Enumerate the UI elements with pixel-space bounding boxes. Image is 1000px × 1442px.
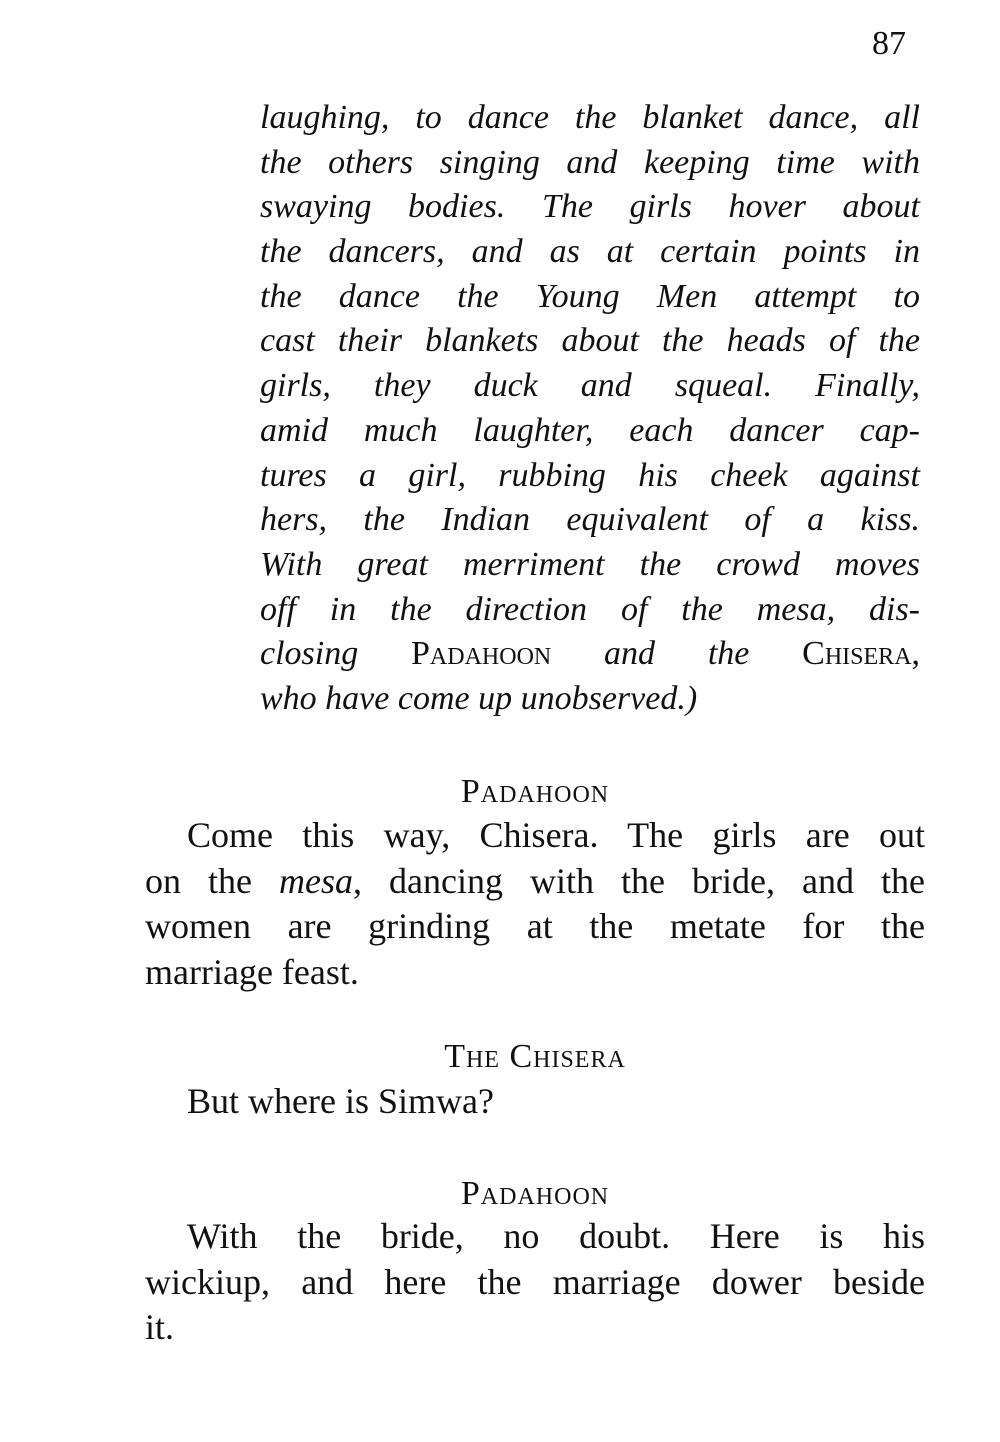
italic-word: mesa [279,860,354,901]
speech-line: it. [145,1307,175,1347]
stage-direction-line: the dance the Young Men attempt to [260,277,920,315]
stage-direction-line: who have come up unobserved.) [260,679,698,717]
page-number: 87 [872,25,906,62]
speech-line: With the bride, no doubt. Here is his [187,1216,925,1256]
character-name-chisera: Chisera [802,635,912,673]
speech-block [145,813,925,995]
speaker-name: Padahoon [460,773,610,810]
stage-direction-line: off in the direction of the mesa, dis- [260,590,920,628]
stage-direction-line: the others singing and keeping time with [260,143,920,181]
speech-line: women are grinding at the metate for the [145,906,925,946]
stage-direction-line: With great merriment the crowd moves [260,545,920,583]
stage-direction-line: swaying bodies. The girls hover about [260,188,920,226]
character-name-padahoon: Padahoon [411,635,552,673]
stage-direction-line: hers, the Indian equivalent of a kiss. [260,501,920,539]
stage-direction-text: and the [604,635,750,673]
speech-text: , dancing with the bride, and the [353,860,926,901]
speech-line: wickiup, and here the marriage dower beside [145,1261,925,1302]
speech-line: marriage feast. [145,951,359,992]
stage-direction-line-names [260,632,920,677]
speech-line: Come this way, Chisera. The girls are out [187,815,925,855]
speech-text: on the [145,860,252,901]
speech-line: But where is Simwa? [187,1081,494,1121]
speech-block [145,1214,925,1351]
speaker-name: The Chisera [444,1038,626,1075]
speech-block [145,1079,925,1125]
punctuation: , [911,635,921,673]
stage-direction-line: girls, they duck and squeal. Finally, [260,367,920,405]
stage-direction-line: amid much laughter, each dancer cap- [260,411,920,449]
speech-line [145,859,925,905]
speaker-name: Padahoon [460,1175,610,1212]
stage-direction-text: closing [260,635,359,673]
stage-direction-line: cast their blankets about the heads of the [260,322,920,360]
stage-direction-line: laughing, to dance the blanket dance, all [260,99,920,136]
stage-direction-line: tures a girl, rubbing his cheek against [260,456,920,494]
stage-direction-line: the dancers, and as at certain points in [260,233,920,271]
stage-direction [260,96,920,722]
